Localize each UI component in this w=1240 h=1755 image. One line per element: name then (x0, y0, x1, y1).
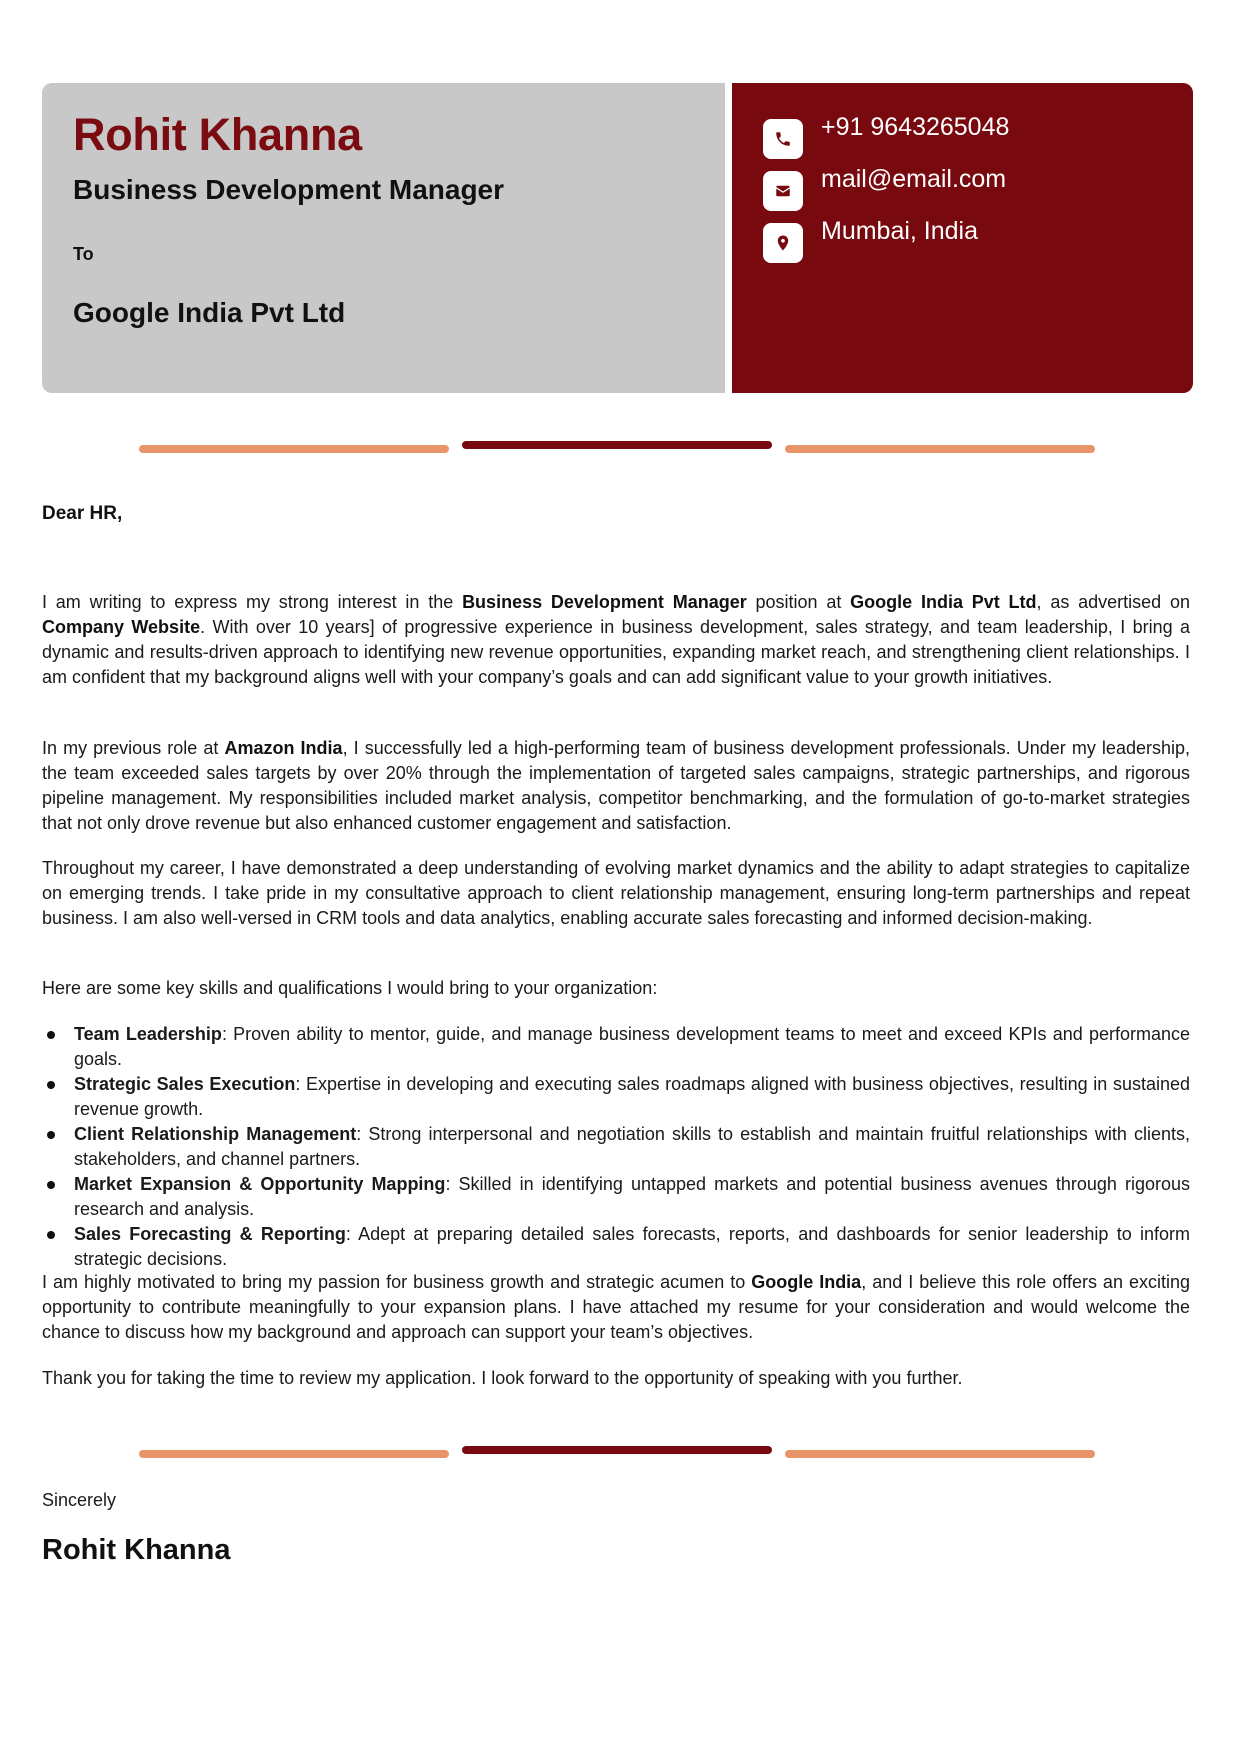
paragraph-skills-intro: Here are some key skills and qualifications I would bring to your organization: (42, 978, 658, 998)
list-item: Client Relationship Management: Strong interpersonal and negotiation skills to establish and maintain fruitful relationships with clients, stakeholders, and channel partners. (42, 1122, 1190, 1172)
divider-bar (462, 1446, 772, 1454)
divider-bar (139, 445, 449, 453)
paragraph-intro: I am writing to express my strong interest in the Business Development Manager position at Google India Pvt Ltd, as advertised on Company Website. With over 10 years] of progressive experience in business development, sales strategy, and team leadership, I bring a dynamic and results-driven approach to identifying new revenue opportunities, expanding market reach, and strengthening client relationships. I am confident that my background aligns well with your company’s goals and can add significant value to your growth initiatives. (42, 592, 1191, 687)
mail-icon (763, 171, 803, 211)
location-pin-icon (763, 223, 803, 263)
greeting: Dear HR, (42, 503, 123, 524)
applicant-name: Rohit Khanna (73, 109, 362, 160)
list-item: Team Leadership: Proven ability to mentor, guide, and manage business development teams to meet and exceed KPIs and performance goals. (42, 1022, 1190, 1072)
divider-bar (785, 445, 1095, 453)
email-address: mail@email.com (821, 165, 1007, 193)
paragraph-experience: In my previous role at Amazon India, I successfully led a high-performing team of business development professionals. Under my leadership, the team exceeded sales targets by over 20% through the implementation of targeted sales campaigns, strategic partnerships, and rigorous pipeline management. My responsibilities included market analysis, competitor benchmarking, and the formulation of go-to-market strategies that not only drove revenue but also enhanced customer engagement and satisfaction. (42, 738, 1190, 833)
phone-number: +91 9643265048 (821, 113, 1010, 141)
divider-bar (462, 441, 772, 449)
divider-bar (785, 1450, 1095, 1458)
signature-name: Rohit Khanna (42, 1534, 231, 1566)
contact-location (763, 217, 979, 263)
paragraph-thanks: Thank you for taking the time to review my application. I look forward to the opportunity of speaking with you further. (42, 1368, 963, 1388)
phone-icon (763, 119, 803, 159)
to-label: To (73, 244, 94, 264)
top-divider (139, 441, 1095, 453)
header-info-panel (42, 83, 725, 393)
job-title: Business Development Manager (73, 174, 505, 205)
paragraph-motivation: I am highly motivated to bring my passion for business growth and strategic acumen to Google India, and I believe this role offers an exciting opportunity to contribute meaningfully to your expansion plans. I have attached my resume for your consideration and would welcome the chance to discuss how my background and approach can support your team’s objectives. (42, 1272, 1190, 1342)
contact-email (763, 165, 1007, 211)
location: Mumbai, India (821, 217, 979, 245)
list-item: Strategic Sales Execution: Expertise in developing and executing sales roadmaps aligned with business objectives, resulting in sustained revenue growth. (42, 1072, 1190, 1122)
list-item: Market Expansion & Opportunity Mapping: Skilled in identifying untapped markets and potential business avenues through rigorous research and analysis. (42, 1172, 1190, 1222)
contact-panel (732, 83, 1193, 393)
paragraph-career: Throughout my career, I have demonstrated a deep understanding of evolving market dynamics and the ability to adapt strategies to capitalize on emerging trends. I take pride in my consultative approach to client relationship management, ensuring long-term partnerships and repeat business. I am also well-versed in CRM tools and data analytics, enabling accurate sales forecasting and informed decision-making. (42, 858, 1190, 928)
list-item: Sales Forecasting & Reporting: Adept at preparing detailed sales forecasts, reports, and dashboards for senior leadership to inform strategic decisions. (42, 1222, 1190, 1272)
divider-bar (139, 1450, 449, 1458)
closing: Sincerely (42, 1490, 117, 1510)
recipient-company: Google India Pvt Ltd (73, 297, 346, 328)
header (42, 83, 1193, 393)
bottom-divider (139, 1446, 1095, 1458)
contact-phone (763, 113, 1010, 159)
skills-list (42, 1022, 1190, 1272)
